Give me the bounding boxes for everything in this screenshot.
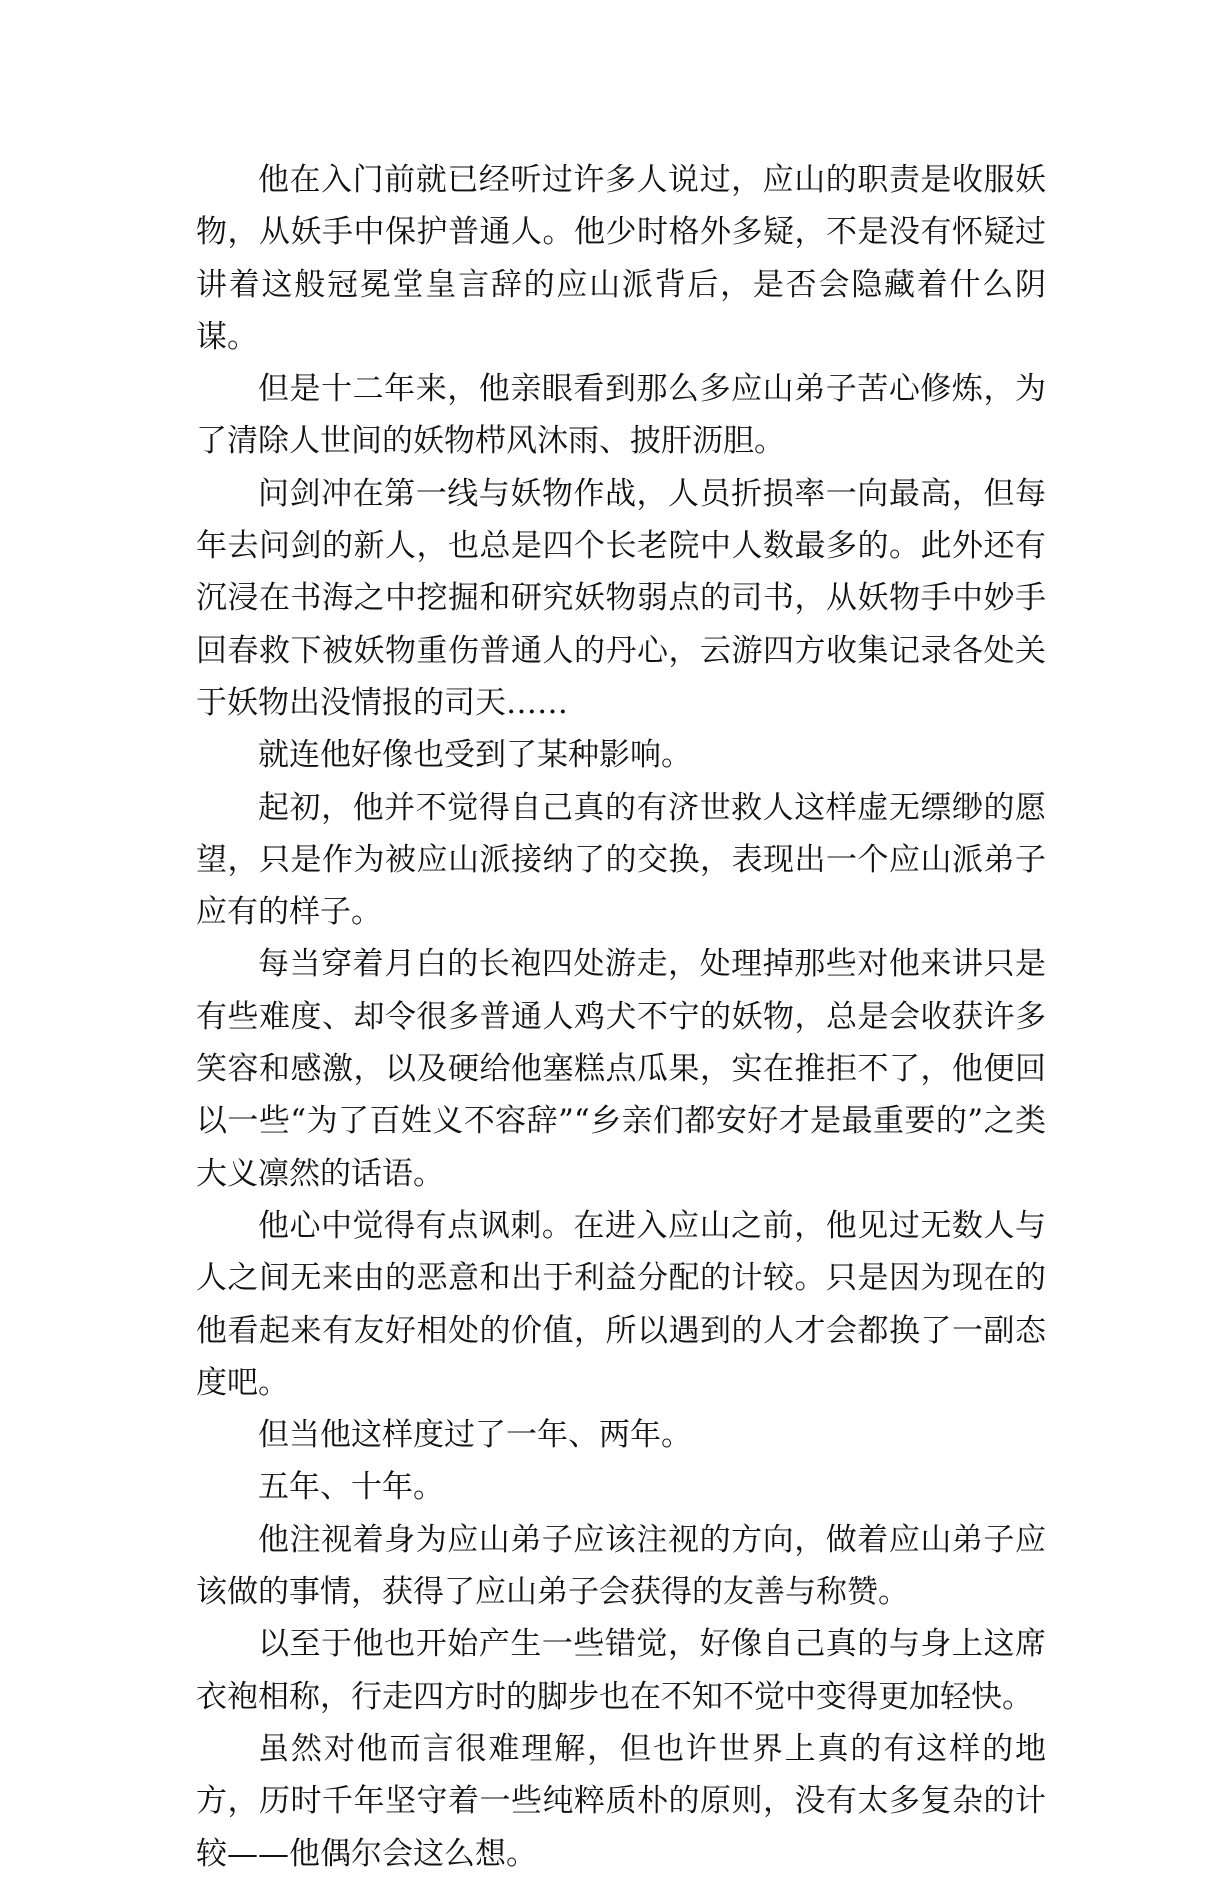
paragraph: 五年、十年。 [258, 1469, 444, 1506]
paragraph: 但当他这样度过了一年、两年。 [258, 1417, 692, 1454]
paragraph: 以至于他也开始产生一些错觉，好像自己真的与身上这席衣袍相称，行走四方时的脚步也在不知不觉中变得更加轻快。 [196, 1626, 1046, 1715]
paragraph: 每当穿着月白的长袍四处游走，处理掉那些对他来讲只是有些难度、却令很多普通人鸡犬不宁的妖物，总是会收获许多笑容和感激，以及硬给他塞糕点瓜果，实在推拒不了，他便回以一些“为了百姓义不容辞”“乡亲们都安好才是最重要的”之类大义凛然的话语。 [196, 946, 1046, 1192]
paragraph: 问剑冲在第一线与妖物作战，人员折损率一向最高，但每年去问剑的新人，也总是四个长老院中人数最多的。此外还有沉浸在书海之中挖掘和研究妖物弱点的司书，从妖物手中妙手回春救下被妖物重伤普通人的丹心，云游四方收集记录各处关于妖物出没情报的司天…… [196, 475, 1046, 721]
paragraph: 就连他好像也受到了某种影响。 [258, 737, 692, 774]
paragraph: 起初，他并不觉得自己真的有济世救人这样虚无缥缈的愿望，只是作为被应山派接纳了的交换，表现出一个应山派弟子应有的样子。 [196, 789, 1046, 931]
paragraph: 但是十二年来，他亲眼看到那么多应山弟子苦心修炼，为了清除人世间的妖物栉风沐雨、披肝沥胆。 [196, 371, 1046, 460]
paragraph: 他心中觉得有点讽刺。在进入应山之前，他见过无数人与人之间无来由的恶意和出于利益分配的计较。只是因为现在的他看起来有友好相处的价值，所以遇到的人才会都换了一副态度吧。 [196, 1207, 1046, 1401]
paragraph: 他在入门前就已经听过许多人说过，应山的职责是收服妖物，从妖手中保护普通人。他少时格外多疑，不是没有怀疑过讲着这般冠冕堂皇言辞的应山派背后，是否会隐藏着什么阴谋。 [196, 162, 1046, 355]
body-text [196, 154, 1046, 1880]
paragraph: 他注视着身为应山弟子应该注视的方向，做着应山弟子应该做的事情，获得了应山弟子会获得的友善与称赞。 [196, 1521, 1046, 1611]
paragraph: 虽然对他而言很难理解，但也许世界上真的有这样的地方，历时千年坚守着一些纯粹质朴的原则，没有太多复杂的计较——他偶尔会这么想。 [196, 1730, 1046, 1872]
